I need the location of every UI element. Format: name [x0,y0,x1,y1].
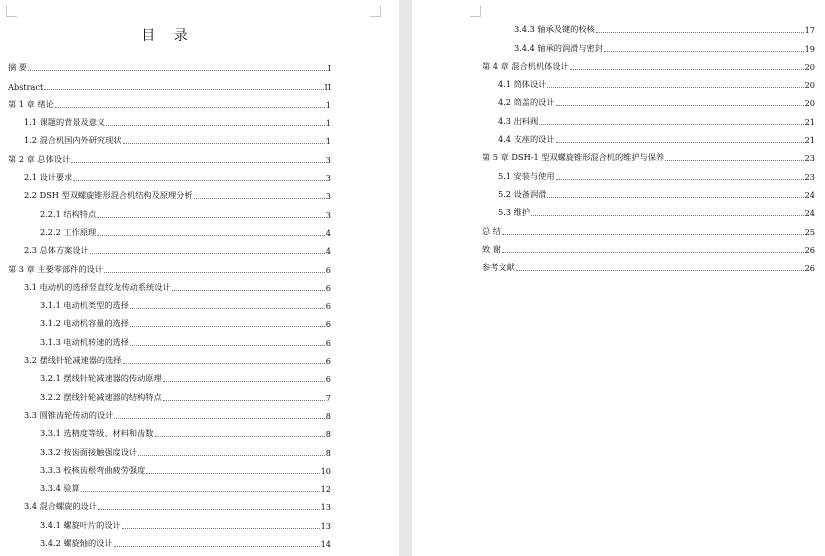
toc-page-number: 24 [804,208,815,219]
toc-entry[interactable] [482,255,815,273]
toc-entry-title: 3.4.2 螺旋轴的设计 [40,538,113,549]
toc-page-number: 6 [325,264,331,275]
toc-page-number: 3 [325,209,331,220]
toc-leader-dots [604,51,804,52]
toc-leader-dots [114,418,324,419]
toc-list-left [8,55,331,549]
toc-entry-title: 3.3.1 选精度等级、材料和齿数 [40,428,154,439]
toc-leader-dots [146,473,319,474]
toc-entry[interactable] [8,366,331,384]
toc-entry[interactable] [8,531,331,549]
toc-entry[interactable] [8,384,331,402]
toc-entry-title: 5.2 设备润滑 [498,188,547,199]
margin-mark [470,6,481,17]
toc-entry-title: 3.3 圆锥齿轮传动的设计 [24,409,114,420]
toc-leader-dots [114,546,320,547]
page-right [412,0,825,556]
toc-entry-title: 第 4 章 混合机机体设计 [482,60,569,71]
toc-entry-title: 参考文献 [482,262,515,273]
toc-page-number: 4 [325,246,331,257]
toc-leader-dots [596,32,804,33]
toc-page-number: I [327,63,331,74]
toc-entry-title: 第 5 章 DSH-1 型双螺旋锥形混合机的维护与保养 [482,152,665,163]
toc-entry[interactable] [8,220,331,238]
toc-page-number: 6 [325,301,331,312]
toc-page-number: 6 [325,337,331,348]
toc-page-number: 26 [804,244,815,255]
toc-leader-dots [138,455,325,456]
toc-leader-dots [90,253,325,254]
toc-leader-dots [556,179,804,180]
toc-leader-dots [172,290,325,291]
toc-page-number: 10 [320,465,331,476]
toc-page-number: 6 [325,374,331,385]
toc-entry[interactable] [482,127,815,145]
toc-leader-dots [122,528,320,529]
toc-entry[interactable] [8,256,331,274]
toc-entry-title: 3.4.4 轴承的润滑与密封 [514,42,603,53]
toc-leader-dots [531,215,804,216]
toc-entry[interactable] [8,458,331,476]
toc-page-number: 12 [320,484,331,495]
toc-page-number: 20 [804,61,815,72]
toc-leader-dots [106,125,325,126]
toc-leader-dots [194,198,325,199]
toc-page-number: 13 [320,520,331,531]
toc-entry-title: 4.4 支座的设计 [498,134,555,145]
toc-page-number: 21 [804,116,815,127]
toc-entry[interactable] [482,182,815,200]
margin-mark [370,6,381,17]
toc-page-number: 20 [804,80,815,91]
toc-entry[interactable] [8,403,331,421]
toc-entry[interactable] [8,92,331,110]
toc-entry-title: 第 1 章 绪论 [8,98,54,109]
toc-page-number: 1 [325,99,331,110]
toc-entry[interactable] [8,55,331,73]
toc-leader-dots [502,234,804,235]
toc-page-number: 8 [325,447,331,458]
toc-entry-title: 5.1 安装与使用 [498,170,555,181]
toc-entry[interactable] [482,163,815,181]
toc-entry-title: 3.1.1 电动机类型的选择 [40,300,129,311]
toc-leader-dots [547,197,803,198]
toc-title: 目 录 [141,28,195,44]
toc-entry-title: 致 谢 [482,243,501,254]
toc-page-number: 20 [804,98,815,109]
toc-entry[interactable] [8,238,331,256]
toc-leader-dots [123,363,325,364]
toc-entry[interactable] [8,293,331,311]
toc-leader-dots [130,326,325,327]
toc-page-number: 8 [325,410,331,421]
toc-leader-dots [556,105,804,106]
toc-entry-title: 2.2.1 结构特点 [40,208,97,219]
toc-entry-title: 2.2 DSH 型双螺旋锥形混合机结构及原理分析 [24,190,193,201]
toc-entry[interactable] [8,183,331,201]
toc-page-number: 24 [804,189,815,200]
toc-entry-title: 4.2 筒盖的设计 [498,97,555,108]
toc-page-number: 25 [804,226,815,237]
toc-leader-dots [155,436,325,437]
toc-entry[interactable] [8,421,331,439]
toc-page-number: 13 [320,502,331,513]
toc-entry[interactable] [482,145,815,163]
toc-page-number: 6 [325,356,331,367]
toc-leader-dots [547,87,803,88]
toc-leader-dots [570,69,804,70]
toc-entry-title: 3.4.1 螺旋叶片的设计 [40,519,121,530]
toc-page-number: 6 [325,319,331,330]
toc-entry[interactable] [8,165,331,183]
toc-page-number: 8 [325,429,331,440]
page-left [0,0,399,556]
toc-entry[interactable] [8,73,331,91]
toc-entry[interactable] [8,348,331,366]
toc-leader-dots [123,143,325,144]
toc-page-number: 1 [325,136,331,147]
toc-page-number: 14 [320,539,331,550]
toc-leader-dots [516,270,804,271]
toc-entry-title: 3.1.3 电动机转速的选择 [40,336,129,347]
toc-entry-title: 3.2.1 摆线针轮减速器的传动原理 [40,373,162,384]
toc-entry[interactable] [8,494,331,512]
toc-entry[interactable] [8,439,331,457]
toc-page-number: 3 [325,173,331,184]
toc-entry-title: 3.4 混合螺旋的设计 [24,501,97,512]
toc-entry-title: 3.3.2 按齿面接触强度设计 [40,446,138,457]
toc-page-number: II [324,81,331,92]
toc-entry[interactable] [482,54,815,72]
toc-leader-dots [556,142,804,143]
toc-entry-title: 4.1 筒体设计 [498,79,547,90]
toc-entry-title: 1.2 混合机国内外研究现状 [24,135,122,146]
toc-page-number: 1 [325,118,331,129]
toc-leader-dots [163,381,325,382]
toc-leader-dots [539,124,803,125]
toc-entry[interactable] [8,275,331,293]
toc-page-number: 21 [804,135,815,146]
toc-entry-title: 3.2 摆线针轮减速器的选择 [24,355,122,366]
toc-page-number: 19 [804,43,815,54]
toc-leader-dots [71,162,325,163]
toc-leader-dots [665,160,803,161]
toc-entry-title: 摘 要 [8,62,27,73]
toc-entry-title: Abstract [8,81,44,92]
toc-leader-dots [81,491,320,492]
toc-entry[interactable] [482,17,815,35]
toc-entry-title: 第 3 章 主要零部件的设计 [8,263,103,274]
toc-page-number: 3 [325,154,331,165]
toc-entry[interactable] [8,476,331,494]
toc-entry-title: 5.3 维护 [498,207,530,218]
toc-entry[interactable] [482,35,815,53]
toc-entry[interactable] [482,218,815,236]
toc-entry[interactable] [8,110,331,128]
toc-entry-title: 3.2.2 摆线针轮减速器的结构特点 [40,391,162,402]
toc-leader-dots [104,272,325,273]
toc-entry-title: 4.3 出料阀 [498,115,539,126]
toc-leader-dots [55,107,325,108]
toc-leader-dots [130,345,325,346]
toc-entry-title: 第 2 章 总体设计 [8,153,71,164]
toc-leader-dots [28,70,327,71]
toc-page-number: 23 [804,153,815,164]
toc-entry[interactable] [8,311,331,329]
toc-leader-dots [44,89,323,90]
toc-entry[interactable] [8,512,331,530]
toc-entry-title: 3.3.3 校核齿根弯曲疲劳强度 [40,464,146,475]
toc-page-number: 26 [804,263,815,274]
toc-entry[interactable] [8,146,331,164]
toc-page-number: 17 [804,25,815,36]
toc-entry-title: 3.3.4 验算 [40,483,80,494]
toc-entry-title: 总 结 [482,225,501,236]
toc-entry[interactable] [482,237,815,255]
toc-entry-title: 3.1.2 电动机容量的选择 [40,318,129,329]
toc-entry-title: 3.4.3 轴承及键的校核 [514,24,595,35]
toc-entry-title: 2.2.2 工作原理 [40,226,97,237]
toc-entry-title: 2.1 设计要求 [24,172,73,183]
toc-entry[interactable] [482,108,815,126]
toc-entry[interactable] [8,201,331,219]
toc-list-right [482,17,815,273]
toc-page-number: 23 [804,171,815,182]
toc-leader-dots [73,180,324,181]
page-gutter [399,0,412,556]
toc-leader-dots [163,400,325,401]
toc-entry[interactable] [482,72,815,90]
toc-entry-title: 3.1 电动机的选择竖直绞龙传动系统设计 [24,281,171,292]
margin-mark [6,6,17,17]
toc-leader-dots [97,235,325,236]
toc-entry[interactable] [482,90,815,108]
toc-page-number: 7 [325,392,331,403]
toc-leader-dots [98,509,320,510]
toc-entry[interactable] [482,200,815,218]
toc-page-number: 6 [325,282,331,293]
toc-leader-dots [130,308,325,309]
toc-entry-title: 1.1 课题的背景及意义 [24,117,106,128]
toc-page-number: 4 [325,227,331,238]
toc-leader-dots [502,252,804,253]
toc-entry[interactable] [8,329,331,347]
toc-page-number: 3 [325,191,331,202]
toc-entry-title: 2.3 总体方案设计 [24,245,89,256]
toc-entry[interactable] [8,128,331,146]
toc-leader-dots [97,217,325,218]
